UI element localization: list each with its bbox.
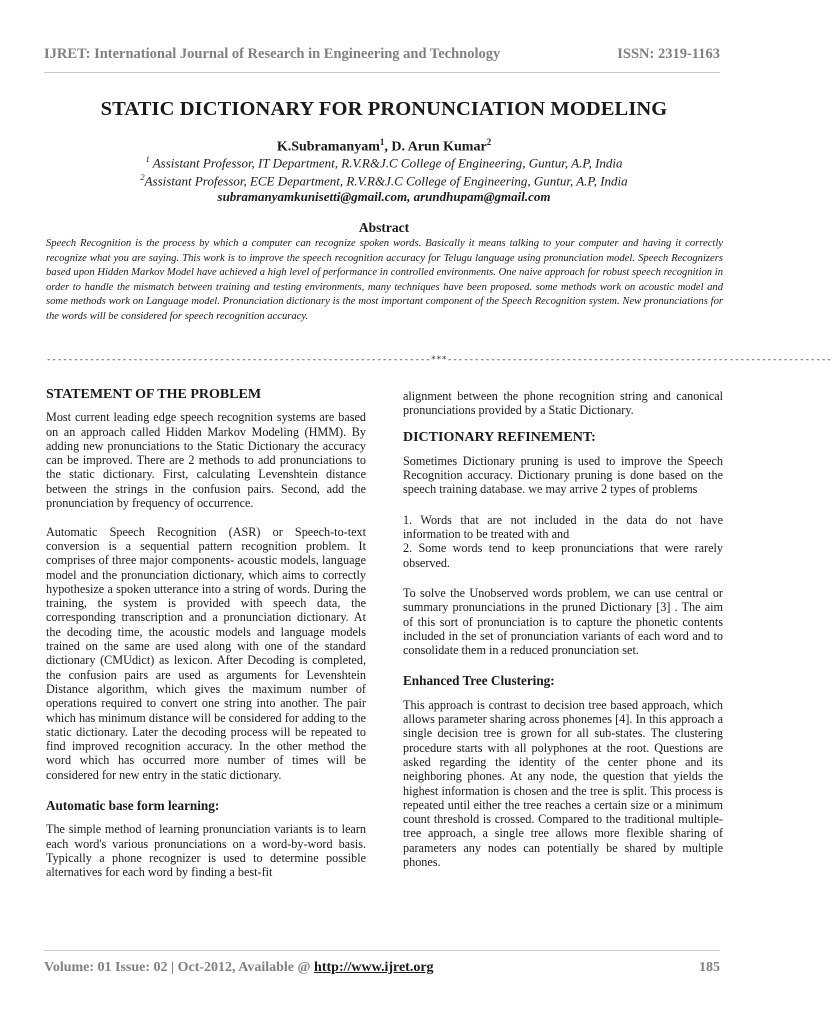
abstract-heading: Abstract [358,220,410,235]
running-header [44,46,720,63]
affiliation-1 [0,154,768,171]
author-emails: subramanyamkunisetti@gmail.com, arundhupam@gmail.com [217,189,551,204]
author-line [0,137,768,156]
paragraph-statement-2: Automatic Speech Recognition (ASR) or Speech-to-text conversion is a sequential pattern recognition problem. It comprises of three major components- acoustic models, language model and the pronunciation dictionary, which aims to correctly hypothesize a spoken utterance into a string of words. During the training, the system is provided with speech data, the corresponding transcription and a pronunciation dictionary. At the decoding time, the acoustic models and language models trained on the same are used along with one of the standard dictionary (CMUdict) as lexicon. After Decoding is completed, the confusion pairs are used as arguments for Levenshtein Distance algorithm, which gives the maximum number of operations required to convert one string into another. The pair which has minimum distance will be considered for adding to the static dictionary. Later the decoding process will be repeated to find improved recognition accuracy. In the other method the word which has occurred more number of times will be considered for new entry in the static dictionary. [46,524,366,782]
journal-name: IJRET: International Journal of Research in Engineering and Technology [44,46,501,62]
author-1: K.Subramanyam [276,139,380,155]
paper-title: STATIC DICTIONARY FOR PRONUNCIATION MODELING [100,98,668,120]
author-2-sup: 2 [486,137,492,147]
heading-statement: STATEMENT OF THE PROBLEM [46,387,262,402]
header-rule [44,72,720,73]
paragraph-statement-1: Most current leading edge speech recognition systems are based on an approach called Hidden Markov Modeling (HMM). By adding new pronunciations to the Static Dictionary the accuracy can be improved. There are 2 methods to add pronunciations to the static dictionary. First, calculating Levenshtein distance between the strings in the confusion pairs. Second, add the pronunciation by frequency of occurrence. [46,410,366,511]
right-column [403,389,723,869]
affiliation-2-sup: 2 [140,172,145,182]
affiliation-1-sup: 1 [145,154,150,164]
paragraph-auto-baseform: The simple method of learning pronunciation variants is to learn each word's various pronunciations on a word-by-word basis. Typically a phone recognizer is used to determine possible alternatives for each word by finding a best-fit [46,822,366,880]
abstract-text: Speech Recognition is the process by which a computer can recognize spoken words. Basically it means talking to your computer and having it correctly recognize what you are saying. This work is to improve the speech recognition accuracy for Telugu language using pronunciation model. Speech Recognizers based upon Hidden Markov Model have achieved a high level of performance in controlled environments. One naive approach for robust speech recognition in order to handle the mismatch between training and testing environments, many techniques have been proposed. some methods work on acoustic model and some methods work on Language model. Pronunciation dictionary is the most important component of the Speech Recognition system. New pronunciations for the words will be considered for speech recognition accuracy. [46,238,723,322]
paragraph-dictionary-refinement: Sometimes Dictionary pruning is used to improve the Speech Recognition accuracy. Dictionary pruning is done based on the speech training database. we may arrive 2 types of problems [403,453,723,497]
footer-link[interactable]: http://www.ijret.org [314,960,434,975]
list-item-2: 2. Some words tend to keep pronunciations that were rarely observed. [403,541,723,570]
section-separator: -----------------------------------------------------------------------***----------------------------------------------------------------------- [46,355,832,365]
left-column [46,388,366,880]
affiliation-2-text: Assistant Professor, ECE Department, R.V.R&J.C College of Engineering, Guntur, A.P, India [144,173,628,189]
heading-enhanced-tree: Enhanced Tree Clustering: [403,673,555,689]
footer-volume-text: Volume: 01 Issue: 02 | Oct-2012, Available @ [44,960,315,975]
list-item-1: 1. Words that are not included in the data do not have information to be treated with and [403,512,723,542]
paragraph-alignment: alignment between the phone recognition string and canonical pronunciations provided by a Static Dictionary. [403,389,723,418]
paragraph-enhanced-tree: This approach is contrast to decision tree based approach, which allows parameter sharing across phonemes [4]. In this approach a single decision tree is grown for all sub-states. The clustering procedure starts with all polyphones at the root. Questions are asked regarding the identity of the center phone and its neighboring phones. At any node, the question that yields the highest information is chosen and the tree is split. This process is repeated until either the tree reaches a certain size or a minimum count threshold is crossed. Compared to the traditional multiple-tree approach, a single tree allows more flexible sharing of parameters any nodes can potentially be shared by multiple phones. [403,697,723,870]
footer [44,960,720,976]
heading-dictionary-refinement: DICTIONARY REFINEMENT: [403,429,596,445]
author-1-sup: 1 [379,137,385,147]
paragraph-unobserved-words: To solve the Unobserved words problem, we can use central or summary pronunciations in the pruned Dictionary [3] . The aim of this sort of pronunciation is to capture the phonetic contents included in the set of pronunciation variants of each word and to consolidate them in a reduced pronunciation set. [403,585,723,658]
page-number: 185 [699,960,720,975]
heading-auto-baseform: Automatic base form learning: [46,798,220,814]
footer-rule [44,950,720,951]
footer-volume [44,960,434,976]
author-2: , D. Arun Kumar [384,139,487,155]
affiliation-2 [0,172,768,189]
issn: ISSN: 2319-1163 [617,46,720,62]
affiliation-1-text: Assistant Professor, IT Department, R.V.R&J.C College of Engineering, Guntur, A.P, India [149,155,623,171]
